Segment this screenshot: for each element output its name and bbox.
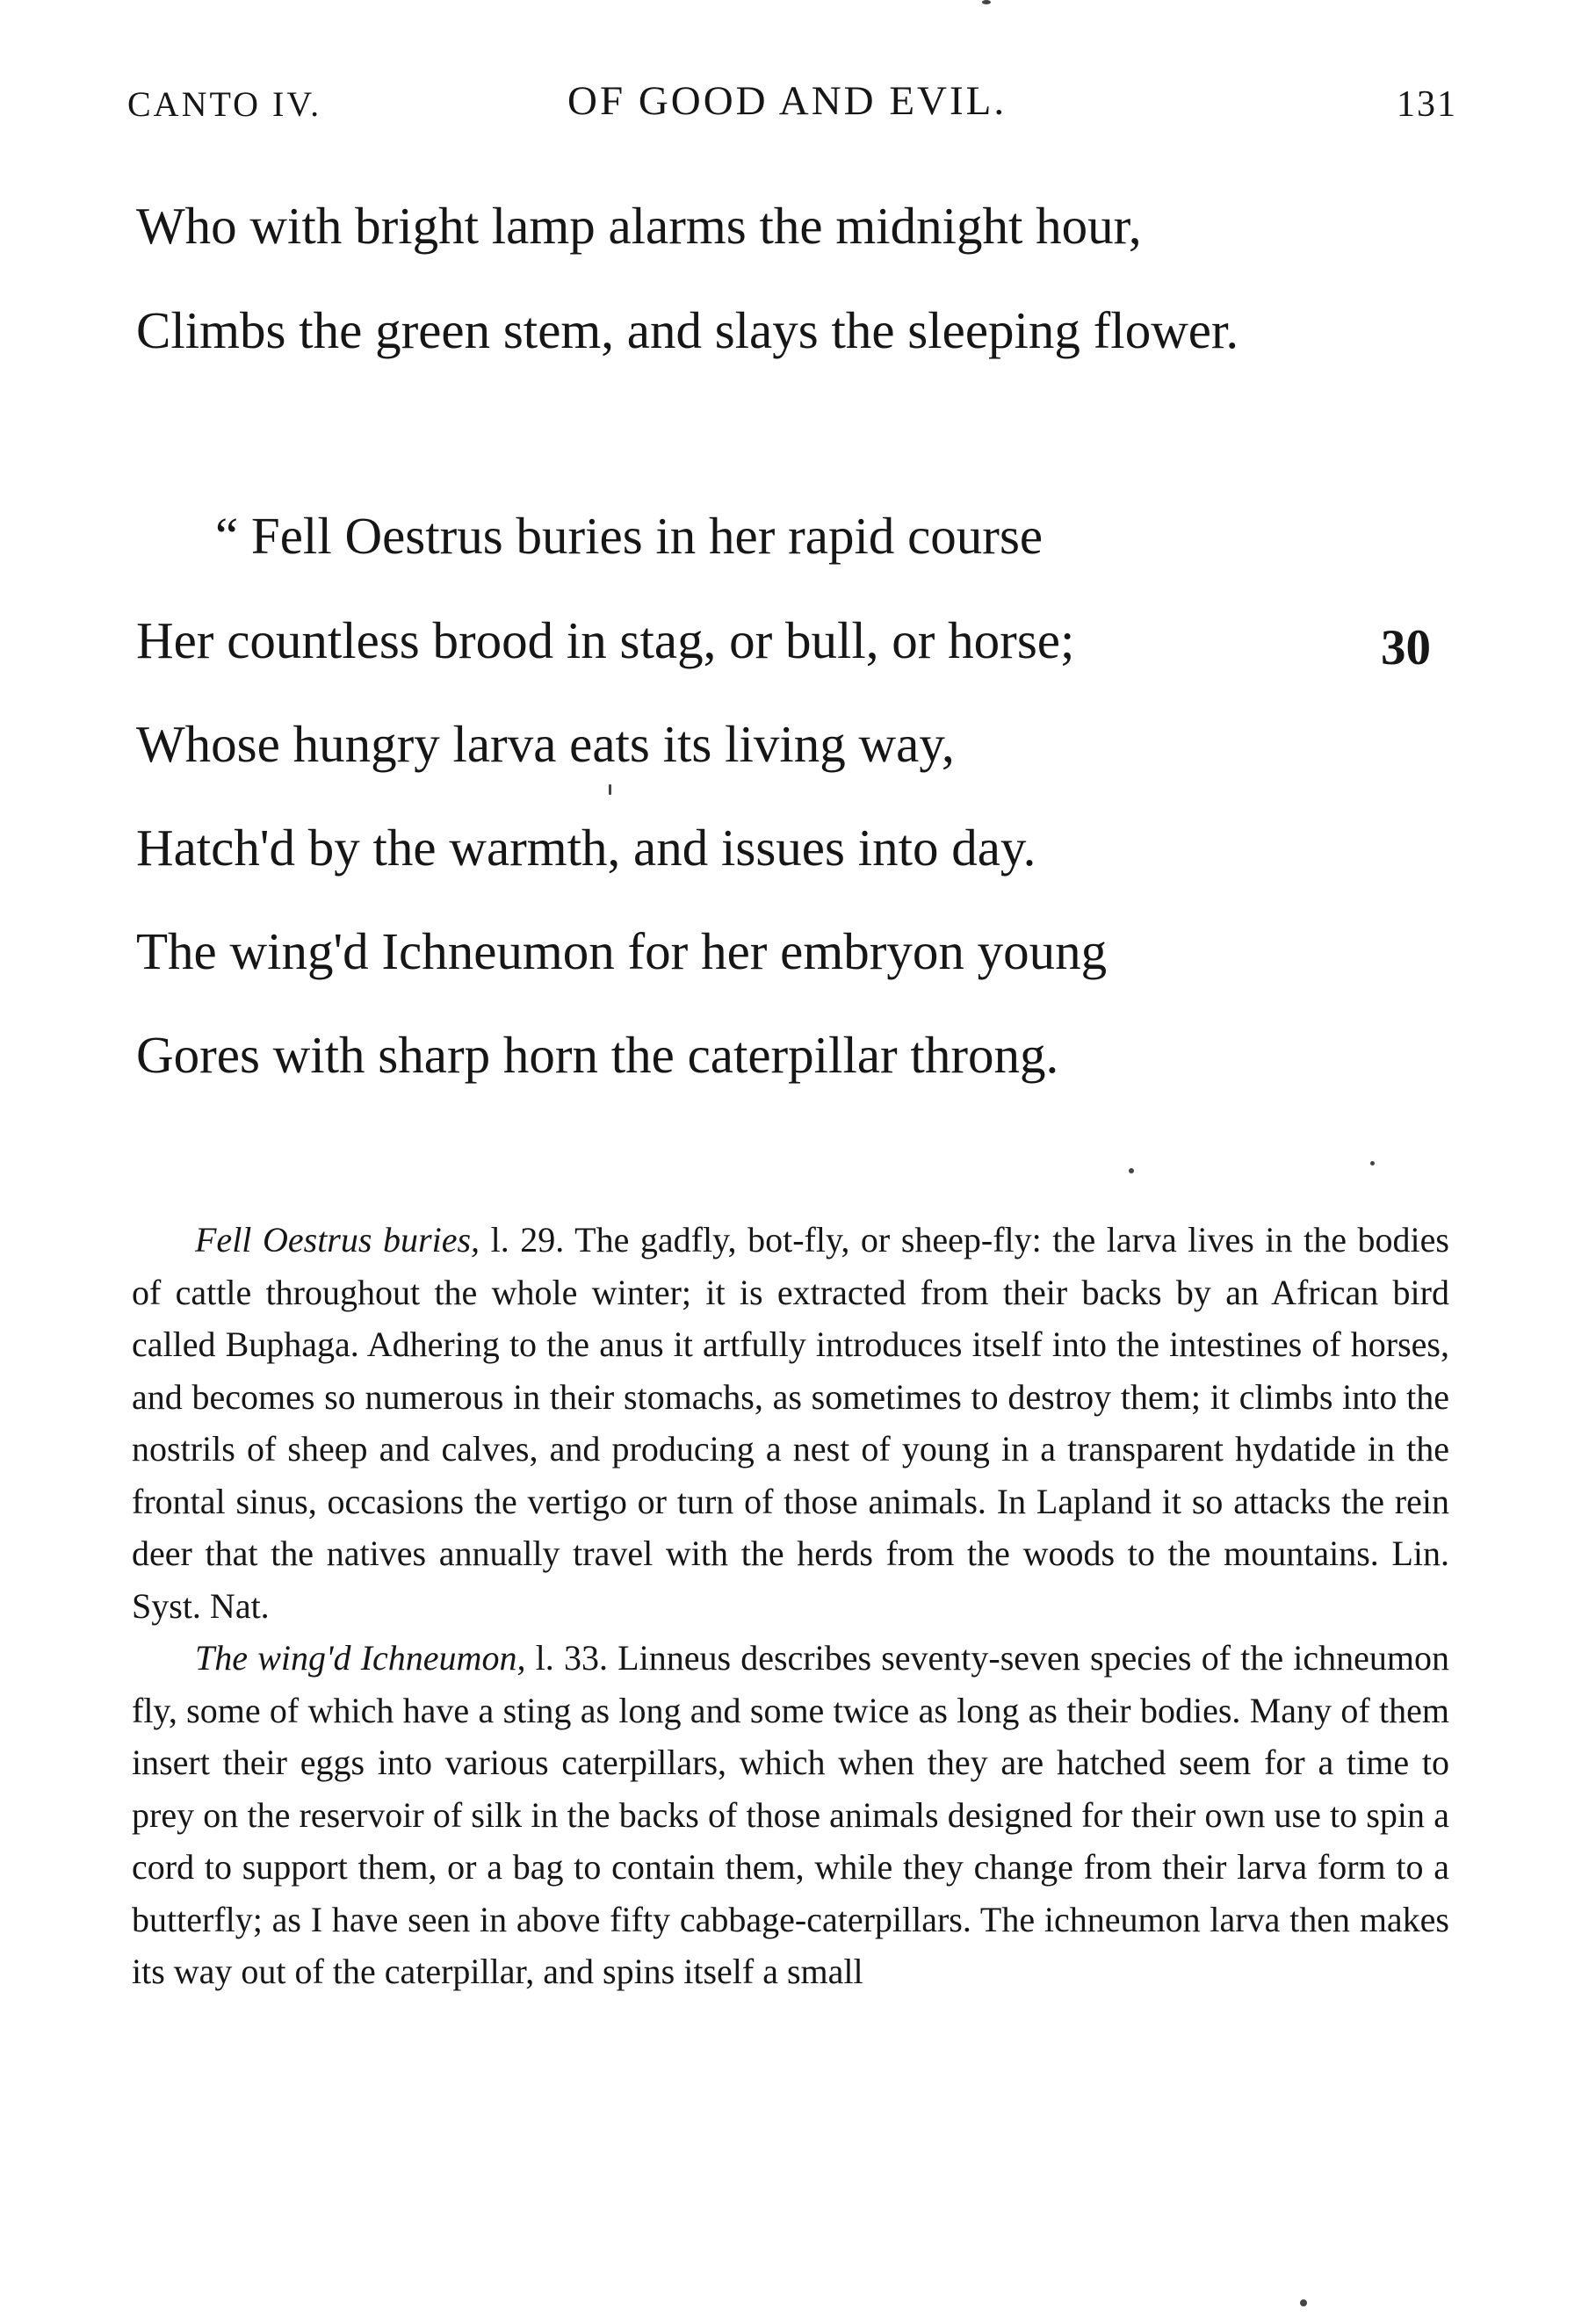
ink-speck — [1129, 1168, 1134, 1173]
ink-speck — [1370, 1161, 1375, 1166]
note-reference: Fell Oestrus buries, — [195, 1220, 480, 1259]
note-body: Linneus describes seventy-seven species of the ichneumon fly, some of which have a sting as long and some twice as long as their bodies. Many of them insert their eggs into various caterpillars, which when they are hatched seem for a time to prey on the reservoir of silk in the backs of those animals designed for their own use to spin a cord to support them, or a bag to contain them, while they change from their larva form to a butterfly; as I have seen in above fifty cabbage-caterpillars. The ichneumon larva then makes its way out of the caterpillar, and spins itself a small — [132, 1638, 1449, 1991]
note-line-ref: l. 29. — [480, 1220, 565, 1259]
verse-line: Her countless brood in stag, or bull, or horse; — [136, 611, 1075, 669]
verse-line: Whose hungry larva eats its living way, — [136, 715, 955, 773]
running-head-canto: CANTO IV. — [127, 84, 322, 124]
verse-line: Hatch'd by the warmth, and issues into day. — [136, 819, 1036, 877]
note-paragraph — [132, 1214, 1449, 1632]
note-reference: The wing'd Ichneumon, — [195, 1638, 526, 1678]
verse-line: “ Fell Oestrus buries in her rapid course — [215, 507, 1044, 565]
note-paragraph — [132, 1632, 1449, 1998]
ink-speck — [1300, 2299, 1307, 2306]
ink-speck — [982, 0, 991, 4]
page-number: 131 — [1397, 84, 1457, 125]
notes-block — [132, 1214, 1449, 1998]
verse-line-number: 30 — [1381, 620, 1431, 675]
ink-speck — [609, 784, 611, 795]
verse-line: Gores with sharp horn the caterpillar throng. — [136, 1026, 1059, 1084]
verse-line: The wing'd Ichneumon for her embryon young — [136, 922, 1108, 980]
note-line-ref: l. 33. — [525, 1638, 608, 1678]
verse-line: Climbs the green stem, and slays the sleeping flower. — [136, 301, 1239, 359]
verse-line: Who with bright lamp alarms the midnight hour, — [136, 197, 1142, 255]
running-head-title: OF GOOD AND EVIL. — [567, 78, 1007, 124]
note-body: The gadfly, bot-fly, or sheep-fly: the larva lives in the bodies of cattle throughout the whole winter; it is extracted from their backs by an African bird called Buphaga. Adhering to the anus it artfully introduces itself into the intestines of horses, and becomes so numerous in their stomachs, as sometimes to destroy them; it climbs into the nostrils of sheep and calves, and producing a nest of young in a transparent hydatide in the frontal sinus, occasions the vertigo or turn of those animals. In Lapland it so attacks the rein deer that the natives annually travel with the herds from the woods to the mountains. Lin. Syst. Nat. — [132, 1220, 1449, 1626]
